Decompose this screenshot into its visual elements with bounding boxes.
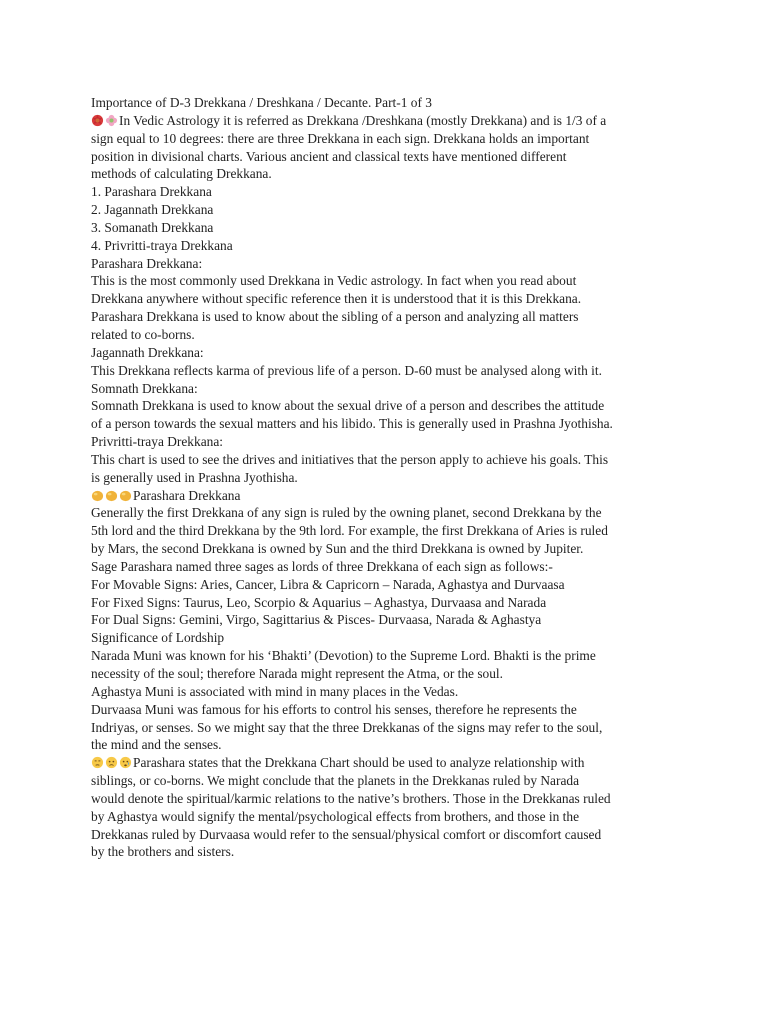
section2-heading: Parashara Drekkana xyxy=(133,487,241,503)
privritti-line-1: This chart is used to see the drives and initiatives that the person apply to achieve his goals. This xyxy=(91,451,609,467)
section2-line-14: the mind and the senses. xyxy=(91,737,222,753)
privritti-line-2: is generally used in Prashna Jyothisha. xyxy=(91,469,298,485)
section2-line-1: Generally the first Drekkana of any sign is ruled by the owning planet, second Drekkana by the xyxy=(91,505,602,521)
parashara-heading: Parashara Drekkana: xyxy=(91,255,203,271)
section3-line-3: would denote the spiritual/karmic relations to the native’s brothers. Those in the Drekkanas ruled xyxy=(91,790,611,806)
frowning-face-icon xyxy=(105,756,118,769)
somnath-line-2: of a person towards the sexual matters and his libido. This is generally used in Prashna Jyothisha. xyxy=(91,416,613,432)
section2-line-3: by Mars, the second Drekkana is owned by Sun and the third Drekkana is owned by Jupiter. xyxy=(91,541,584,557)
section2-line-8: Significance of Lordship xyxy=(91,630,225,646)
document-page xyxy=(91,94,681,861)
document-title: Importance of D-3 Drekkana / Dreshkana / Decante. Part-1 of 3 xyxy=(91,95,432,110)
section2-line-13: Indriyas, or senses. So we might say that the three Drekkanas of the signs may refer to the soul, xyxy=(91,719,603,735)
section2-line-12: Durvaasa Muni was famous for his efforts to control his senses, therefore he represents the xyxy=(91,701,577,717)
parashara-line-2: Drekkana anywhere without specific reference then it is understood that it is this Drekkana. xyxy=(91,291,582,307)
intro-line-4: methods of calculating Drekkana. xyxy=(91,166,272,182)
intro-line-3: position in divisional charts. Various ancient and classical texts have mentioned different xyxy=(91,148,567,164)
mango-icon xyxy=(91,489,104,502)
hibiscus-icon xyxy=(91,114,104,127)
section3-line-2: siblings, or co-borns. We might conclude that the planets in the Drekkanas ruled by Narada xyxy=(91,773,580,789)
section2-line-4: Sage Parashara named three sages as lords of three Drekkana of each sign as follows:- xyxy=(91,558,553,574)
parashara-line-1: This is the most commonly used Drekkana in Vedic astrology. In fact when you read about xyxy=(91,273,577,289)
jagannath-line-1: This Drekkana reflects karma of previous life of a person. D-60 must be analysed along with it. xyxy=(91,362,602,378)
section3-line-5: Drekkanas ruled by Durvaasa would refer to the sensual/physical comfort or discomfort caused xyxy=(91,826,602,842)
somnath-heading: Somnath Drekkana: xyxy=(91,380,198,396)
section3-text-1: Parashara states that the Drekkana Chart should be used to analyze relationship with xyxy=(133,755,585,771)
section3-line-4: by Aghastya would signify the mental/psychological effects from brothers, and those in the xyxy=(91,808,580,824)
somnath-line-1: Somnath Drekkana is used to know about the sexual drive of a person and describes the attitude xyxy=(91,398,605,414)
section2-line-7: For Dual Signs: Gemini, Virgo, Sagittarius & Pisces- Durvaasa, Narada & Aghastya xyxy=(91,612,542,628)
parashara-line-3: Parashara Drekkana is used to know about the sibling of a person and analyzing all matters xyxy=(91,309,579,325)
section2-line-11: Aghastya Muni is associated with mind in many places in the Vedas. xyxy=(91,683,459,699)
section3-line-6: by the brothers and sisters. xyxy=(91,844,235,860)
intro-text-1: In Vedic Astrology it is referred as Drekkana /Dreshkana (mostly Drekkana) and is 1/3 of a xyxy=(119,112,607,128)
section2-heading-line xyxy=(91,487,681,505)
section2-line-6: For Fixed Signs: Taurus, Leo, Scorpio & Aquarius – Aghastya, Durvaasa and Narada xyxy=(91,594,547,610)
method-item-3: 3. Somanath Drekkana xyxy=(91,219,214,235)
section2-line-2: 5th lord and the third Drekkana by the 9th lord. For example, the first Drekkana of Aries is ruled xyxy=(91,523,608,539)
mango-icon xyxy=(105,489,118,502)
privritti-heading: Privritti-traya Drekkana: xyxy=(91,434,223,450)
method-item-4: 4. Privritti-traya Drekkana xyxy=(91,237,233,253)
intro-line-2: sign equal to 10 degrees: there are three Drekkana in each sign. Drekkana holds an important xyxy=(91,130,590,146)
section2-line-10: necessity of the soul; therefore Narada might represent the Atma, or the soul. xyxy=(91,666,504,681)
method-item-2: 2. Jagannath Drekkana xyxy=(91,202,214,218)
jagannath-heading: Jagannath Drekkana: xyxy=(91,344,204,360)
section3-line-1 xyxy=(91,754,681,772)
section2-line-9: Narada Muni was known for his ‘Bhakti’ (Devotion) to the Supreme Lord. Bhakti is the prime xyxy=(91,648,596,664)
section2-line-5: For Movable Signs: Aries, Cancer, Libra & Capricorn – Narada, Aghastya and Durvaasa xyxy=(91,576,565,592)
pensive-face-icon xyxy=(91,756,104,769)
intro-line-1 xyxy=(91,112,681,130)
flower-icon xyxy=(105,114,118,127)
method-item-1: 1. Parashara Drekkana xyxy=(91,184,212,200)
sad-face-icon xyxy=(119,756,132,769)
parashara-line-4: related to co-borns. xyxy=(91,326,195,342)
mango-icon xyxy=(119,489,132,502)
